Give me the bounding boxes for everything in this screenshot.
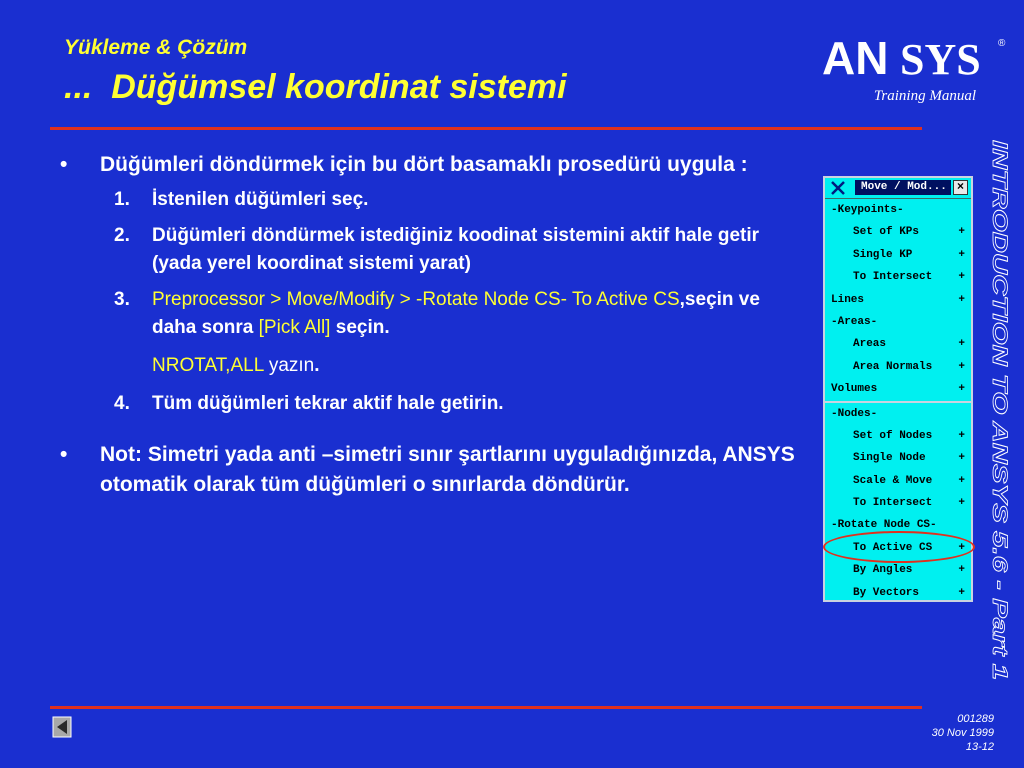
menu-item-plus-icon: + <box>958 360 965 373</box>
menu-item[interactable] <box>825 582 971 604</box>
menu-titlebar <box>825 178 971 199</box>
menu-item-plus-icon: + <box>958 497 965 510</box>
logo-text-an: AN <box>822 32 889 82</box>
footer-page: 13-12 <box>965 741 994 753</box>
step-item: 4. Tüm düğümleri tekrar aktif hale getirin. <box>114 393 504 414</box>
menu-item[interactable] <box>825 492 971 514</box>
back-nav-icon[interactable] <box>52 716 72 738</box>
menu-item-label: Single KP <box>853 248 913 261</box>
menu-item-label: Volumes <box>831 383 878 396</box>
side-text: INTRODUCTION TO ANSYS 5.6 - Part 1 <box>988 140 1011 526</box>
menu-item[interactable] <box>825 333 971 355</box>
menu-item-label: -Areas- <box>831 315 878 328</box>
footer-info <box>932 712 994 754</box>
bullet-text: Düğümleri döndürmek için bu dört basamaklı prosedürü uygula : <box>100 153 748 176</box>
menu-item[interactable] <box>825 289 971 311</box>
footer-date: 30 Nov 1999 <box>931 727 994 739</box>
bullet-icon: • <box>60 443 68 466</box>
footer-divider <box>50 706 922 709</box>
menu-item-plus-icon: + <box>958 429 965 442</box>
menu-section-header <box>825 199 971 221</box>
bullet-text: Not: Simetri yada anti –simetri sınır şartlarını uyguladığınızda, ANSYS otomatik olarak tüm düğümleri o sınırlarda döndürür. <box>100 443 795 496</box>
menu-item-label: Single Node <box>853 452 926 465</box>
menu-title: Move / Mod... <box>855 180 951 195</box>
menu-item[interactable] <box>825 447 971 469</box>
menu-item[interactable] <box>825 221 971 243</box>
ansys-logo <box>822 32 1012 82</box>
menu-section-header <box>825 403 971 425</box>
menu-item-plus-icon: + <box>958 474 965 487</box>
highlight-circle <box>823 531 975 563</box>
menu-section-header <box>825 311 971 333</box>
menu-item[interactable] <box>825 244 971 266</box>
menu-item[interactable] <box>825 425 971 447</box>
step-item: 3. Preprocessor > Move/Modify > -Rotate Node CS- To Active CS,seçin ve daha sonra [Pick All] seçin. <box>114 289 760 338</box>
menu-item[interactable] <box>825 266 971 288</box>
menu-item-label: Set of KPs <box>853 226 920 239</box>
menu-item-label: Set of Nodes <box>853 429 933 442</box>
step-item: NROTAT,ALL yazın. <box>152 355 320 376</box>
menu-item-plus-icon: + <box>958 541 965 554</box>
menu-item-label: To Intersect <box>853 497 933 510</box>
step-item: 1. İstenilen düğümleri seç. <box>114 189 369 210</box>
menu-item-label: Scale & Move <box>853 474 933 487</box>
training-manual-label: Training Manual <box>873 88 976 104</box>
menu-item-plus-icon: + <box>958 452 965 465</box>
menu-item-plus-icon: + <box>958 293 965 306</box>
bullet-icon: • <box>60 153 68 176</box>
menu-item-plus-icon: + <box>958 226 965 239</box>
ansys-x-icon <box>831 181 845 195</box>
menu-item-plus-icon: + <box>958 383 965 396</box>
menu-item-plus-icon: + <box>958 338 965 351</box>
menu-item-plus-icon: + <box>958 564 965 577</box>
bullet-point <box>60 150 800 180</box>
menu-item-label: Areas <box>853 338 887 351</box>
menu-item-label: By Angles <box>853 564 913 577</box>
slide-title: ... Düğümsel koordinat sistemi <box>64 68 567 106</box>
menu-item-label: -Keypoints- <box>831 204 904 216</box>
logo-text-sys: SYS <box>900 35 981 82</box>
menu-item[interactable] <box>825 470 971 492</box>
menu-item-label: Lines <box>831 293 865 306</box>
menu-item-label: Area Normals <box>853 360 933 373</box>
header-divider <box>50 127 922 130</box>
menu-item[interactable] <box>825 356 971 378</box>
side-course-label <box>985 140 1015 680</box>
bullet-point <box>60 440 800 500</box>
menu-item-label: To Active CS <box>853 541 933 554</box>
close-button[interactable]: × <box>953 180 968 195</box>
menu-item-plus-icon: + <box>958 248 965 261</box>
menu-item-label: By Vectors <box>853 586 920 599</box>
menu-item-plus-icon: + <box>958 271 965 284</box>
menu-item-label: -Nodes- <box>831 407 878 420</box>
step-item: 2. Düğümleri döndürmek istediğiniz koodinat sistemini aktif hale getir (yada yerel koordinat sistemi yarat) <box>114 225 760 274</box>
menu-item-label: -Rotate Node CS- <box>831 519 937 532</box>
menu-item-plus-icon: + <box>958 586 965 599</box>
slide-subtitle: Yükleme & Çözüm <box>64 36 248 59</box>
logo-registered: ® <box>998 38 1006 49</box>
menu-item-label: To Intersect <box>853 271 933 284</box>
slide-body <box>60 150 800 500</box>
menu-item[interactable] <box>825 378 971 400</box>
footer-code: 001289 <box>957 713 994 725</box>
